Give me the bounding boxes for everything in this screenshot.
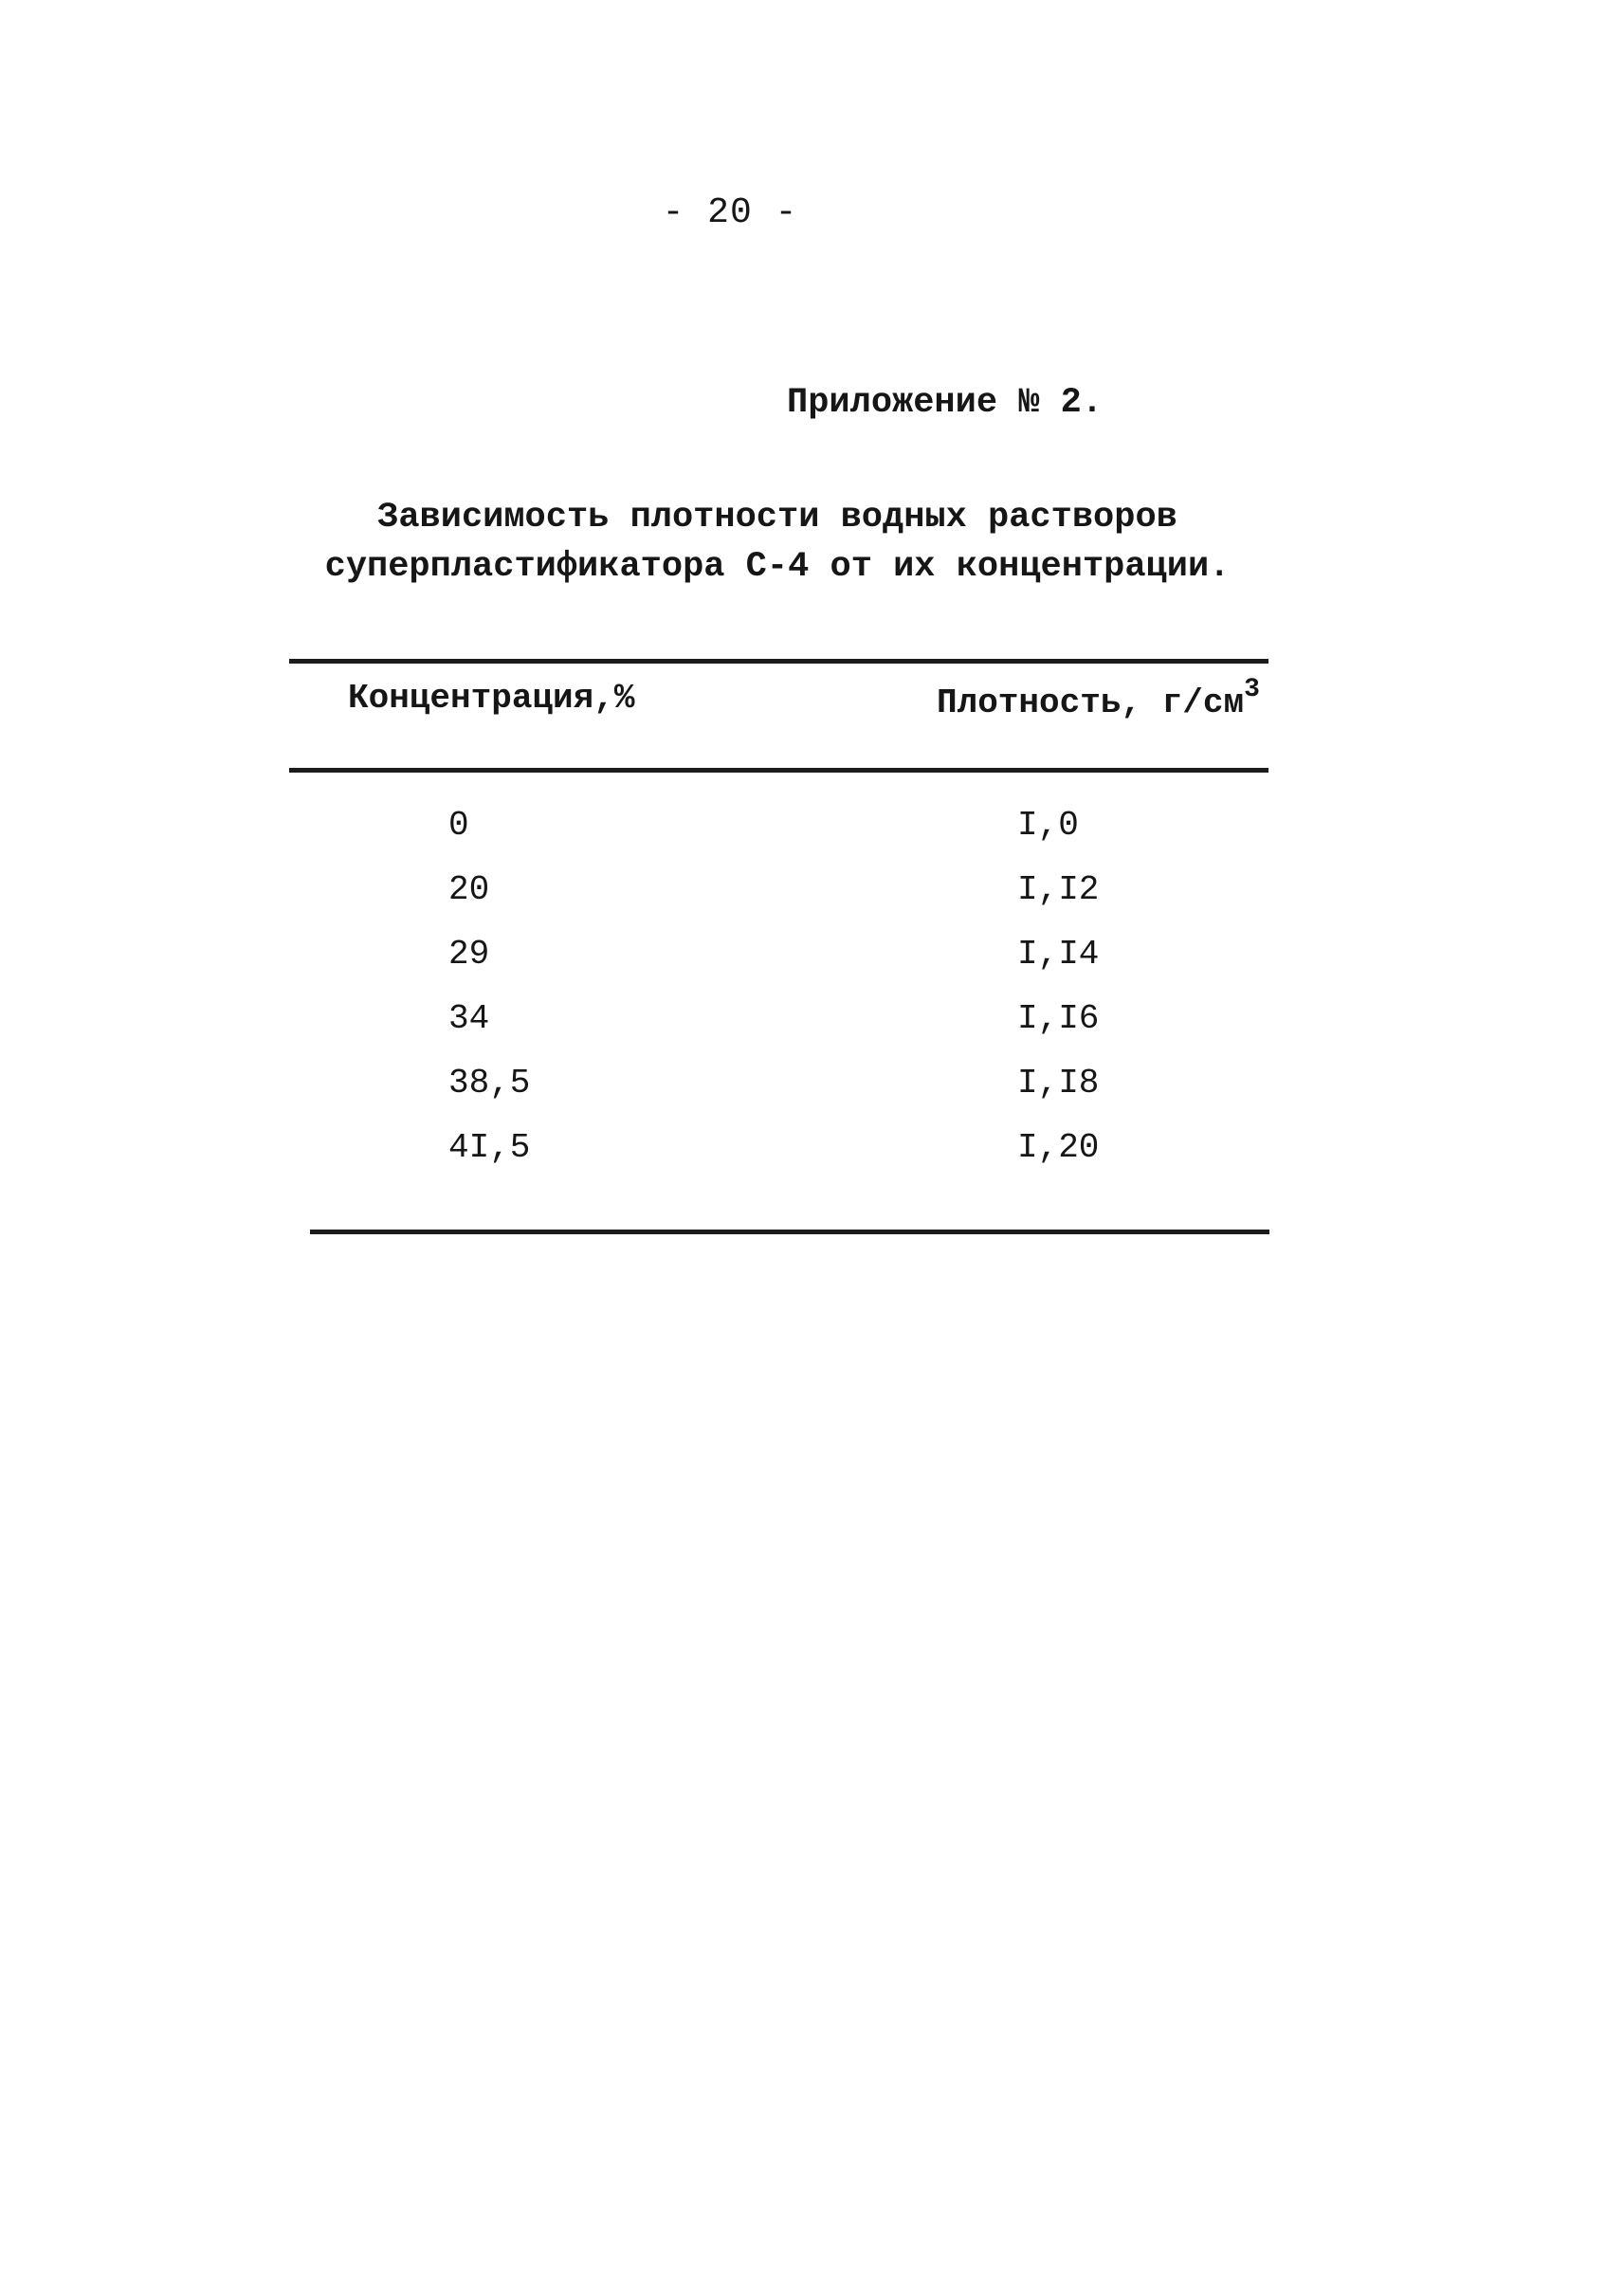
caption-line-2: суперпластификатора С-4 от их концентрации. xyxy=(324,547,1231,587)
concentration-cell: 0 xyxy=(448,806,469,845)
table-bottom-rule xyxy=(310,1230,1269,1234)
header-density-superscript: 3 xyxy=(1244,675,1260,704)
table-row xyxy=(0,870,1624,935)
header-density-text: Плотность, г/см xyxy=(937,683,1245,722)
concentration-cell: 20 xyxy=(448,870,490,909)
table-body xyxy=(0,806,1624,1193)
caption-line-1: Зависимость плотности водных растворов xyxy=(377,498,1177,538)
table-row xyxy=(0,806,1624,870)
table-row xyxy=(0,1064,1624,1128)
density-cell: I,I8 xyxy=(1017,1064,1100,1102)
header-concentration: Концентрация,% xyxy=(348,679,635,718)
concentration-cell: 38,5 xyxy=(448,1064,531,1102)
density-cell: I,I4 xyxy=(1017,935,1100,974)
density-cell: I,I6 xyxy=(1017,999,1100,1038)
table-row xyxy=(0,999,1624,1064)
concentration-cell: 34 xyxy=(448,999,490,1038)
density-cell: I,I2 xyxy=(1017,870,1100,909)
density-cell: I,20 xyxy=(1017,1128,1100,1167)
concentration-cell: 4I,5 xyxy=(448,1128,531,1167)
table-row xyxy=(0,1128,1624,1193)
table-caption xyxy=(313,493,1242,592)
header-density xyxy=(937,675,1260,722)
density-cell: I,0 xyxy=(1017,806,1079,845)
table-top-rule xyxy=(289,659,1268,664)
table-header-rule xyxy=(289,768,1268,773)
appendix-label: Приложение № 2. xyxy=(787,383,1104,423)
concentration-cell: 29 xyxy=(448,935,490,974)
table-row xyxy=(0,935,1624,999)
page-number: - 20 - xyxy=(662,192,798,233)
